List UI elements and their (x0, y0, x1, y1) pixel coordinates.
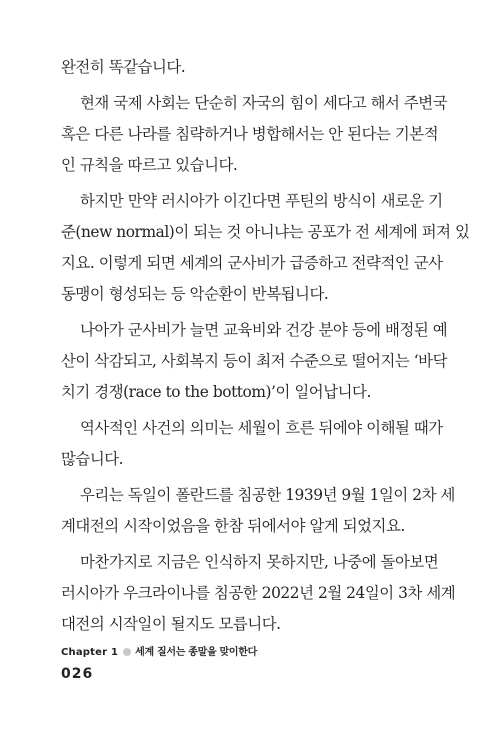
text-line: 하지만 만약 러시아가 이긴다면 푸틴의 방식이 새로운 기 (80, 192, 443, 210)
text-line: 동맹이 형성되는 등 악순환이 반복됩니다. (61, 285, 329, 303)
paragraph (61, 315, 448, 408)
text-line: 나아가 군사비가 늘면 교육비와 건강 분야 등에 배정된 예 (80, 321, 448, 339)
text-line: 대전의 시작일이 될지도 모릅니다. (61, 615, 281, 633)
text-line: 계대전의 시작이었음을 한참 뒤에서야 알게 되었지요. (61, 517, 405, 535)
text-line: 많습니다. (61, 450, 124, 468)
text-line: 치기 경쟁(race to the bottom)’이 일어납니다. (61, 383, 371, 401)
text-line: 현재 국제 사회는 단순히 자국의 힘이 세다고 해서 주변국 (80, 94, 448, 112)
page-number: 026 (61, 666, 94, 682)
paragraph (61, 413, 443, 475)
text-line: 마찬가지로 지금은 인식하지 못하지만, 나중에 돌아보면 (80, 553, 439, 571)
paragraph (61, 52, 433, 83)
paragraph (61, 186, 470, 310)
text-line: 준(new normal)이 되는 것 아니냐는 공포가 전 세계에 퍼져 있 (61, 223, 470, 241)
paragraph (61, 547, 456, 640)
text-line: 인 규칙을 따르고 있습니다. (61, 156, 238, 174)
body-text (61, 52, 470, 645)
text-line: 러시아가 우크라이나를 침공한 2022년 2월 24일이 3차 세계 (61, 584, 456, 602)
running-head (61, 646, 257, 660)
text-line: 우리는 독일이 폴란드를 침공한 1939년 9월 1일이 2차 세 (80, 486, 455, 504)
paragraph (61, 88, 448, 181)
separator-dot-icon (123, 648, 131, 656)
text-line: 역사적인 사건의 의미는 세월이 흐른 뒤에야 이해될 때가 (80, 419, 443, 437)
chapter-label: Chapter 1 (61, 647, 119, 658)
chapter-title: 세계 질서는 종말을 맞이한다 (135, 647, 257, 658)
text-line: 완전히 똑같습니다. (61, 58, 186, 76)
text-line: 혹은 다른 나라를 침략하거나 병합해서는 안 된다는 기본적 (61, 125, 439, 143)
text-line: 지요. 이렇게 되면 세계의 군사비가 급증하고 전략적인 군사 (61, 254, 443, 272)
text-line: 산이 삭감되고, 사회복지 등이 최저 수준으로 떨어지는 ‘바닥 (61, 352, 447, 370)
paragraph (61, 480, 455, 542)
page-footer (61, 646, 257, 682)
